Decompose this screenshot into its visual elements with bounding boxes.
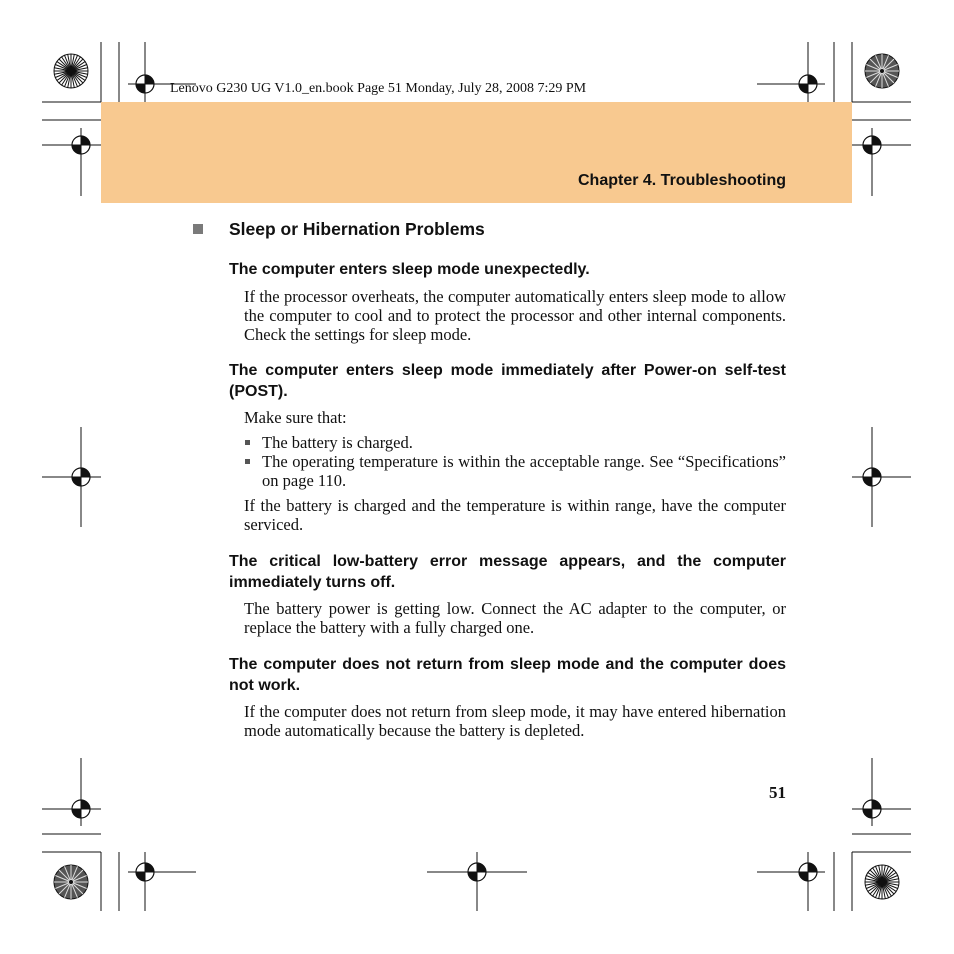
solution-paragraph: If the battery is charged and the temperature is within range, have the computer serviced. bbox=[244, 496, 786, 534]
list-item bbox=[244, 452, 786, 490]
solution-paragraph: If the processor overheats, the computer automatically enters sleep mode to allow the computer to cool and to protect the processor and other internal components. Check the settings for sleep mode. bbox=[244, 287, 786, 344]
square-bullet-icon bbox=[245, 440, 250, 445]
section-content bbox=[229, 259, 786, 740]
section-title: Sleep or Hibernation Problems bbox=[229, 219, 485, 239]
solution-paragraph: If the computer does not return from sleep mode, it may have entered hibernation mode automatically because the battery is depleted. bbox=[244, 702, 786, 740]
list-item bbox=[244, 433, 786, 452]
solution-paragraph: The battery power is getting low. Connect the AC adapter to the computer, or replace the battery with a fully charged one. bbox=[244, 599, 786, 637]
problem-heading: The computer does not return from sleep mode and the computer does not work. bbox=[229, 656, 786, 694]
square-bullet-icon bbox=[245, 459, 250, 464]
problem-heading: The computer enters sleep mode immediately after Power-on self-test (POST). bbox=[229, 362, 786, 400]
problem-heading: The computer enters sleep mode unexpectedly. bbox=[229, 261, 590, 278]
list-item-text: The battery is charged. bbox=[262, 433, 413, 452]
page-number: 51 bbox=[769, 783, 786, 802]
print-slug-header: Lenovo G230 UG V1.0_en.book Page 51 Monday, July 28, 2008 7:29 PM bbox=[170, 81, 587, 96]
problem-heading: The critical low-battery error message appears, and the computer immediately turns off. bbox=[229, 553, 786, 591]
intro-paragraph: Make sure that: bbox=[244, 408, 347, 427]
list-item-text: The operating temperature is within the acceptable range. See “Specifications” on page 110. bbox=[262, 452, 786, 490]
chapter-title: Chapter 4. Troubleshooting bbox=[577, 172, 786, 189]
section-bullet-icon bbox=[193, 224, 203, 234]
checklist bbox=[244, 433, 786, 490]
